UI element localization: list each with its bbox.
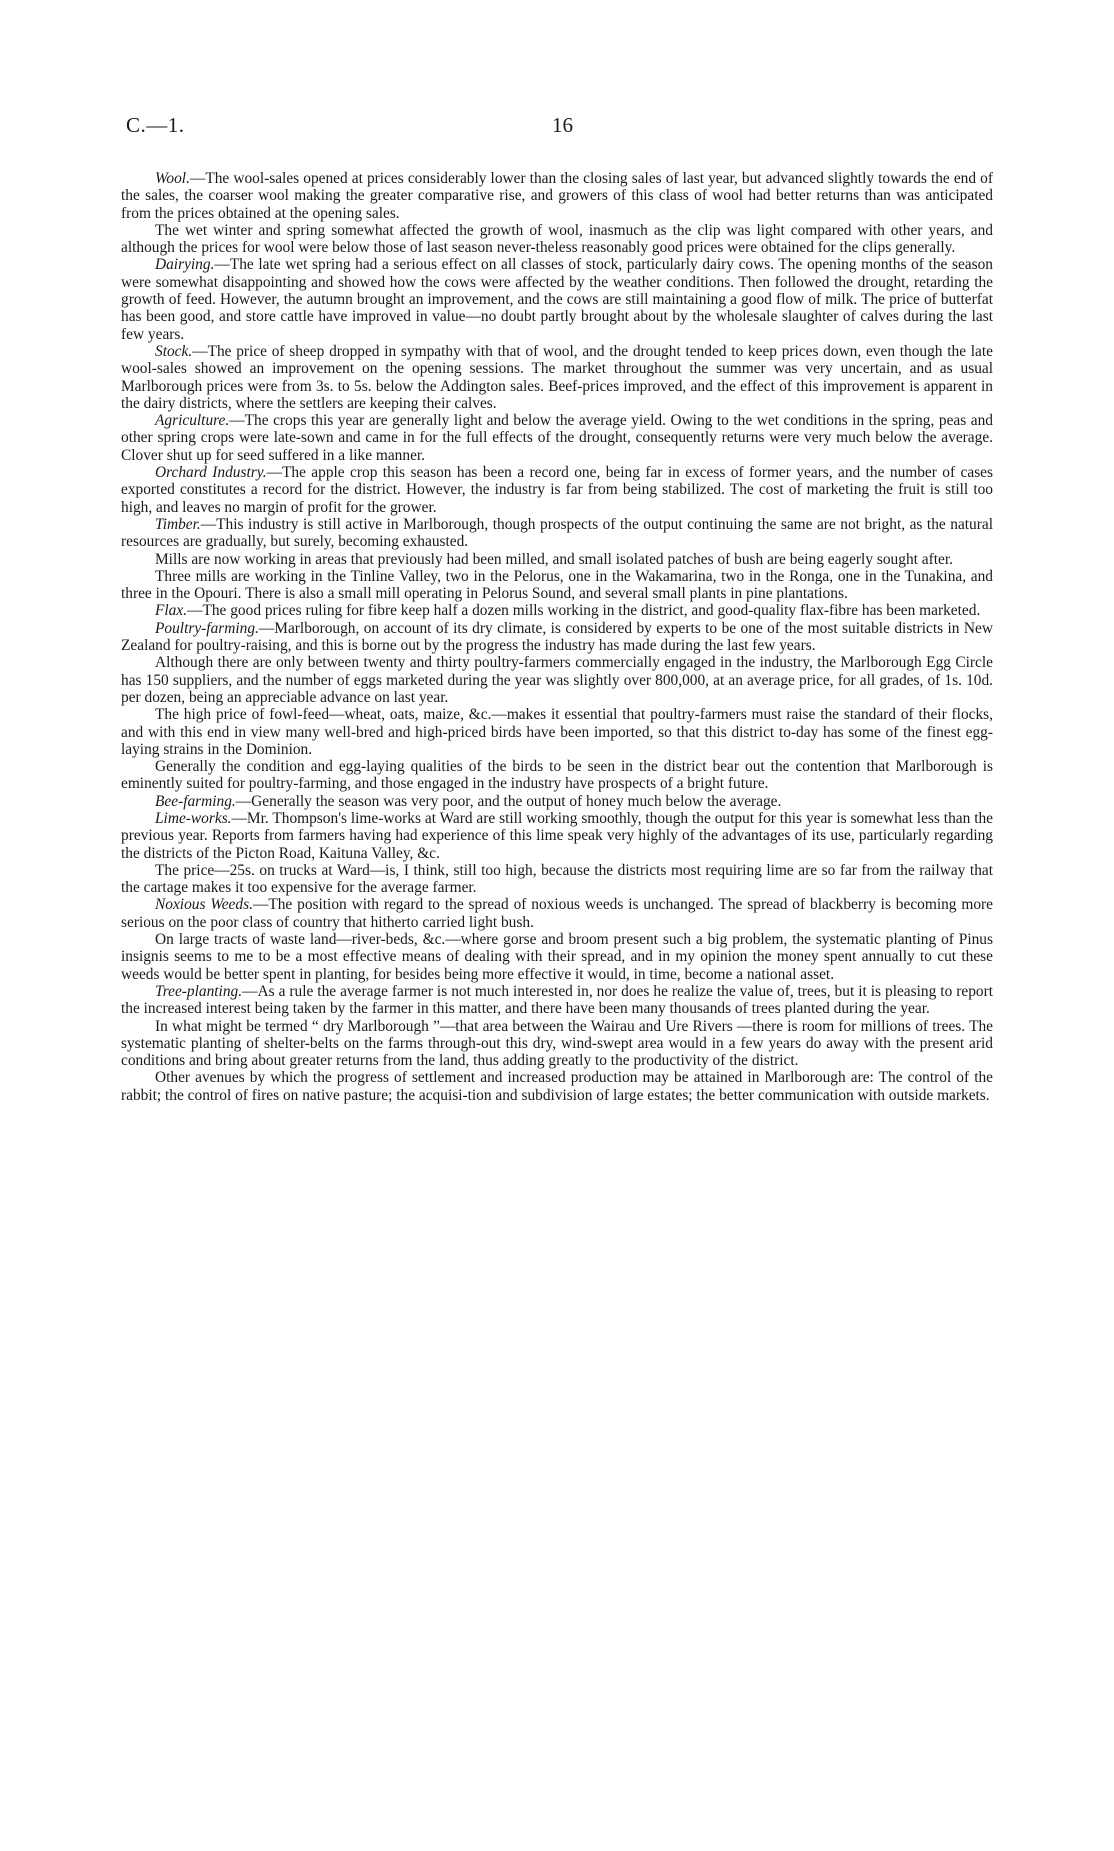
paragraph-text: —The apple crop this season has been a record one, being far in excess of former years, and the number of cases exported constitutes a record for the district. However, the industry is far from being stabilized. The cost of marketing the fruit is still too high, and leaves no margin of profit for the grower.	[121, 464, 993, 516]
paragraph-text: Generally the condition and egg-laying qualities of the birds to be seen in the district bear out the contention that Marlborough is eminently suited for poultry-farming, and those engaged in the industry have prospects of a bright future.	[121, 758, 993, 793]
section-heading: Dairying.	[155, 256, 215, 274]
page-header	[126, 113, 994, 143]
paragraph-text: On large tracts of waste land—river-beds, &c.—where gorse and broom present such a big problem, the systematic planting of Pinus insignis seems to me to be a most effective means of dealing with their spread, and in my opinion the money spent annually to cut these weeds would be better spent in planting, for besides being more effective it would, in time, become a national asset.	[121, 931, 993, 983]
paragraph-other-avenues	[121, 1069, 993, 1104]
paragraph-dairying	[121, 256, 993, 342]
paragraph-noxious-weeds	[121, 896, 993, 931]
paragraph-text: —The wool-sales opened at prices considerably lower than the closing sales of last year, but advanced slightly towards the end of the sales, the coarser wool making the greater comparative rise, and growers of this class of wool had better returns than was anticipated from the prices obtained at the opening sales.	[121, 170, 993, 222]
section-heading: Tree-planting.	[155, 982, 243, 1000]
paragraph-lime-price	[121, 862, 993, 897]
paragraph-text: Although there are only between twenty and thirty poultry-farmers commercially engaged in the industry, the Marlborough Egg Circle has 150 suppliers, and the number of eggs marketed during the year was slightly over 800,000, at an average price, for all grades, of 1s. 10d. per dozen, being an appreciable advance on last year.	[121, 654, 993, 706]
paragraph-timber-mills	[121, 551, 993, 568]
section-heading: Bee-farming.	[155, 792, 236, 810]
paragraph-timber-locations	[121, 568, 993, 603]
section-heading: Noxious Weeds.	[155, 896, 253, 914]
paragraph-text: Mills are now working in areas that previously had been milled, and small isolated patches of bush are being eagerly sought after.	[155, 550, 953, 568]
paragraph-bee-farming	[121, 793, 993, 810]
paragraph-text: The high price of fowl-feed—wheat, oats, maize, &c.—makes it essential that poultry-farmers must raise the standard of their flocks, and with this end in view many well-bred and high-priced birds have been imported, so that this district to-day has some of the finest egg-laying strains in the Dominion.	[121, 706, 993, 758]
section-heading: Wool.	[155, 170, 190, 187]
paragraph-orchard	[121, 464, 993, 516]
paragraph-text: —This industry is still active in Marlborough, though prospects of the output continuing the same are not bright, as the natural resources are gradually, but surely, becoming exhausted.	[121, 515, 993, 551]
paragraph-poultry-feed	[121, 706, 993, 758]
paragraph-wool	[121, 170, 993, 222]
paragraph-text: —Generally the season was very poor, and the output of honey much below the average.	[235, 792, 782, 810]
page-number: 16	[552, 113, 573, 137]
paragraph-text: Other avenues by which the progress of settlement and increased production may be attained in Marlborough are: The control of the rabbit; the control of fires on native pasture; the acquisi-tion and subdivision of large estates; the better communication with outside markets.	[121, 1069, 993, 1104]
paragraph-text: —The late wet spring had a serious effect on all classes of stock, particularly dairy cows. The opening months of the season were somewhat disappointing and showed how the cows were affected by the weather conditions. Then followed the drought, retarding the growth of feed. However, the autumn brought an improvement, and the cows are still maintaining a good flow of milk. The price of butterfat has been good, and store cattle have improved in value—no doubt partly brought about by the wholesale slaughter of calves during the last few years.	[121, 256, 993, 343]
paragraph-waste-land	[121, 931, 993, 983]
paragraph-text: Three mills are working in the Tinline Valley, two in the Pelorus, one in the Wakamarina, two in the Ronga, one in the Tunakina, and three in the Opouri. There is also a small mill operating in Pelorus Sound, and several small plants in pine plantations.	[121, 567, 993, 603]
paragraph-text: —The position with regard to the spread of noxious weeds is unchanged. The spread of blackberry is becoming more serious on the poor class of country that hitherto carried light bush.	[121, 896, 993, 931]
paragraph-lime-works	[121, 810, 993, 862]
report-body	[121, 170, 993, 1104]
paragraph-text: In what might be termed “ dry Marlborough ”—that area between the Wairau and Ure Rivers —there is room for millions of trees. The systematic planting of shelter-belts on the farms through-out this dry, wind-swept area would in a few years do away with the present arid conditions and bring about greater returns from the land, thus adding greatly to the productivity of the district.	[121, 1017, 993, 1070]
paragraph-text: The price—25s. on trucks at Ward—is, I think, still too high, because the districts most requiring lime are so far from the railway that the cartage makes it too expensive for the average farmer.	[121, 861, 993, 897]
paragraph-text: —As a rule the average farmer is not much interested in, nor does he realize the value of, trees, but it is pleasing to report the increased interest being taken by the farmer in this matter, and there have been many thousands of trees planted during the year.	[121, 982, 993, 1018]
document-reference: C.—1.	[126, 113, 185, 137]
section-heading: Agriculture.	[155, 412, 230, 430]
section-heading: Stock.	[155, 342, 193, 360]
paragraph-text: —The crops this year are generally light and below the average yield. Owing to the wet conditions in the spring, peas and other spring crops were late-sown and came in for the full effects of the drought, consequently returns were very much below the average. Clover shut up for seed suffered in a like manner.	[121, 412, 993, 464]
paragraph-flax	[121, 602, 993, 619]
section-heading: Orchard Industry.	[155, 464, 267, 482]
paragraph-agriculture	[121, 412, 993, 464]
section-heading: Poultry-farming.	[155, 619, 259, 637]
paragraph-poultry	[121, 620, 993, 655]
paragraph-poultry-outlook	[121, 758, 993, 793]
section-heading: Lime-works.	[155, 809, 232, 827]
paragraph-text: The wet winter and spring somewhat affected the growth of wool, inasmuch as the clip was light compared with other years, and although the prices for wool were below those of last season never-theless reasonably good prices were obtained for the clips generally.	[121, 221, 993, 257]
paragraph-dry-marlborough	[121, 1018, 993, 1070]
paragraph-text: —Mr. Thompson's lime-works at Ward are still working smoothly, though the output for this year is somewhat less than the previous year. Reports from farmers having had experience of this lime speak very highly of the advantages of its use, particularly regarding the districts of the Picton Road, Kaituna Valley, &c.	[121, 809, 993, 862]
section-heading: Timber.	[155, 515, 201, 533]
paragraph-text: —The good prices ruling for fibre keep half a dozen mills working in the district, and good-quality flax-fibre has been marketed.	[187, 602, 981, 620]
paragraph-text: —Marlborough, on account of its dry climate, is considered by experts to be one of the most suitable districts in New Zealand for poultry-raising, and this is borne out by the progress the industry has made during the last few years.	[121, 619, 993, 655]
section-heading: Flax.	[155, 602, 188, 620]
paragraph-text: —The price of sheep dropped in sympathy with that of wool, and the drought tended to keep prices down, even though the late wool-sales showed an improvement on the opening sessions. The market throughout the summer was very uncertain, and as usual Marlborough prices were from 3s. to 5s. below the Addington sales. Beef-prices improved, and the effect of this improvement is apparent in the dairy districts, where the settlers are keeping their calves.	[121, 342, 993, 412]
paragraph-poultry-eggs	[121, 654, 993, 706]
paragraph-stock	[121, 343, 993, 412]
paragraph-timber	[121, 516, 993, 551]
paragraph-wool-growth	[121, 222, 993, 257]
paragraph-tree-planting	[121, 983, 993, 1018]
